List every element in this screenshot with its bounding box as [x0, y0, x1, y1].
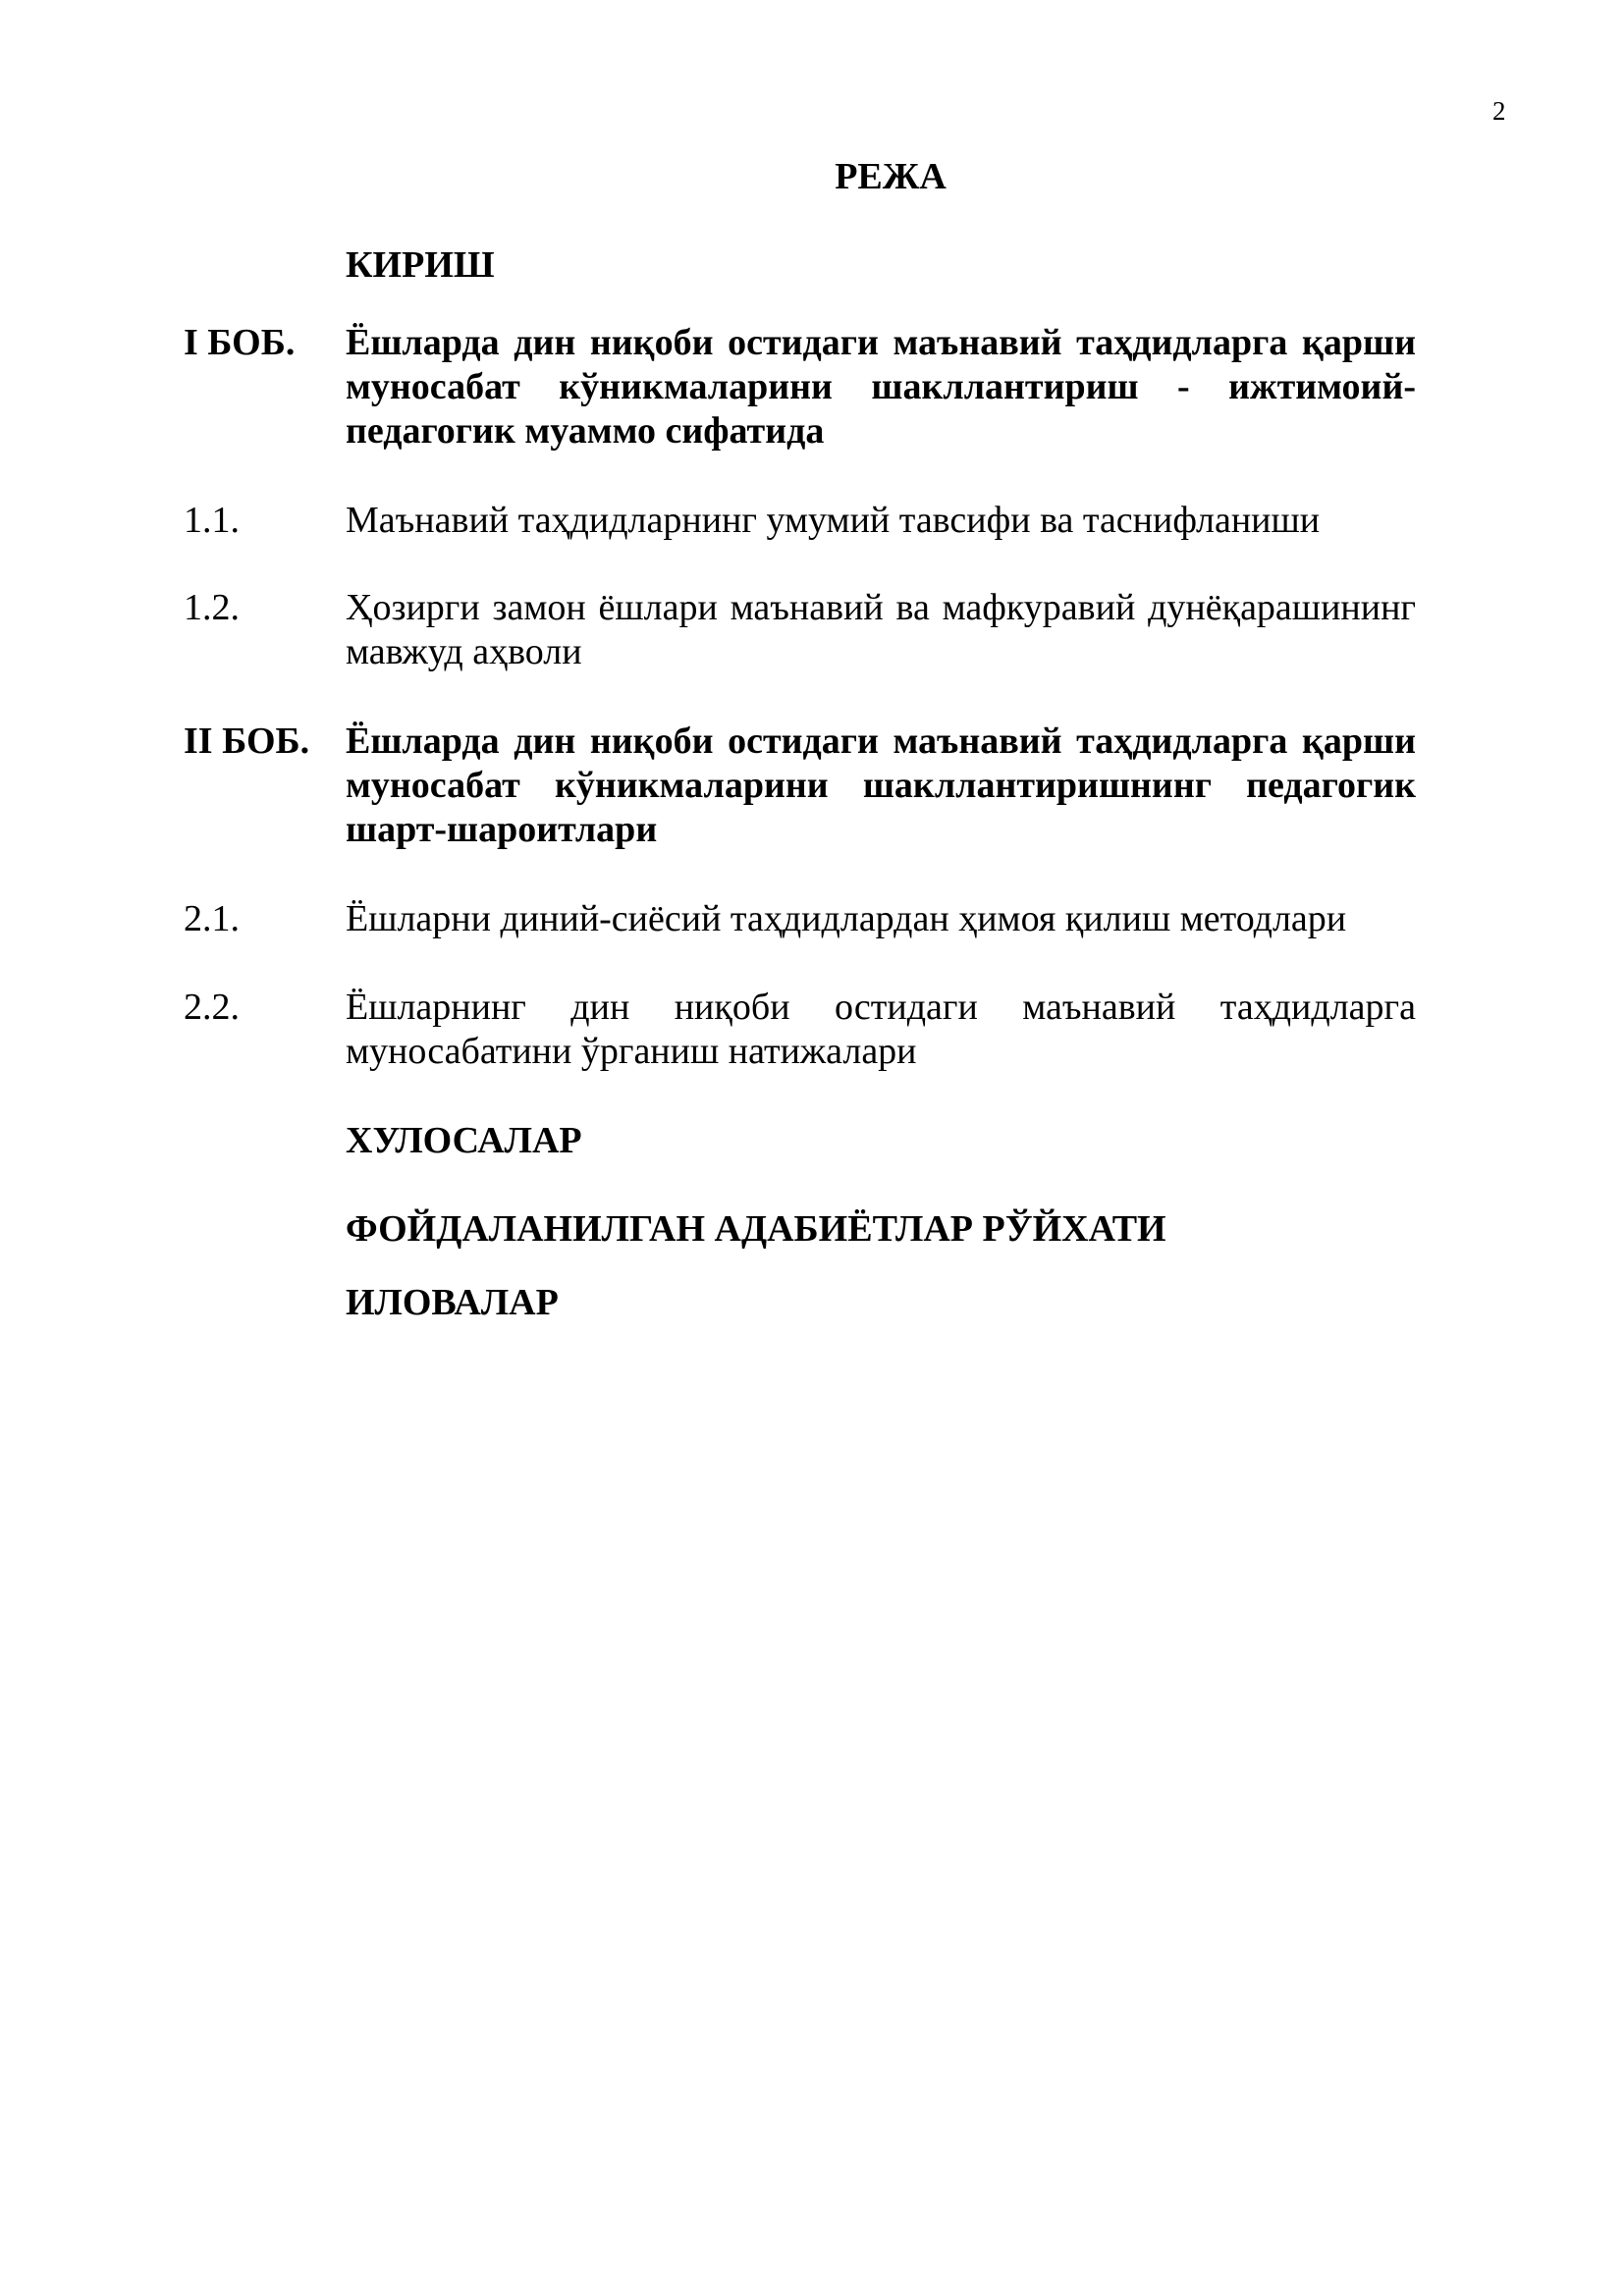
section-2-2-number: 2.2.: [184, 987, 240, 1028]
section-1-1-title: Маънавий таҳдидларнинг умумий тавсифи ва таснифланиши: [346, 500, 1321, 541]
toc-section-2-1: [184, 897, 1416, 941]
section-2-2-title: Ёшларнинг дин ниқоби остидаги маънавий таҳдидларга муносабатини ўрганиш натижалари: [346, 987, 1416, 1072]
toc-section-2-2: [184, 986, 1416, 1074]
toc-references-text: ФОЙДАЛАНИЛГАН АДАБИЁТЛАР РЎЙХАТИ: [346, 1208, 1166, 1250]
toc-intro: [184, 243, 1416, 288]
toc-conclusions-text: ХУЛОСАЛАР: [346, 1120, 582, 1161]
toc-appendices-text: ИЛОВАЛАР: [346, 1282, 559, 1323]
section-2-1-number: 2.1.: [184, 898, 240, 939]
page-number: 2: [1492, 96, 1506, 126]
toc-section-1-1: [184, 499, 1416, 543]
chapter-2-title: Ёшларда дин ниқоби остидаги маънавий таҳдидларга қарши муносабат кўникмаларини шакллантиришнинг педагогик шарт-шароитлари: [346, 721, 1416, 850]
page-title: РЕЖА: [835, 156, 947, 197]
section-1-1-number: 1.1.: [184, 500, 240, 541]
chapter-1-title: Ёшларда дин ниқоби остидаги маънавий таҳдидларга қарши муносабат кўникмаларини шакллантириш - ижтимоий-педагогик муаммо сифатида: [346, 322, 1416, 452]
toc-references: [184, 1207, 1416, 1252]
section-1-2-number: 1.2.: [184, 587, 240, 628]
chapter-2-label: II БОБ.: [184, 721, 310, 762]
toc-conclusions: [184, 1119, 1416, 1163]
section-2-1-title: Ёшларни диний-сиёсий таҳдидлардан ҳимоя қилиш методлари: [346, 898, 1347, 939]
toc-section-1-2: [184, 586, 1416, 674]
toc-chapter-2: [184, 720, 1416, 852]
toc-appendices: [184, 1281, 1416, 1325]
toc-chapter-1: [184, 321, 1416, 454]
section-1-2-title: Ҳозирги замон ёшлари маънавий ва мафкуравий дунёқарашининг мавжуд аҳволи: [346, 587, 1416, 672]
chapter-1-label: I БОБ.: [184, 322, 296, 363]
toc-intro-text: КИРИШ: [346, 244, 495, 286]
